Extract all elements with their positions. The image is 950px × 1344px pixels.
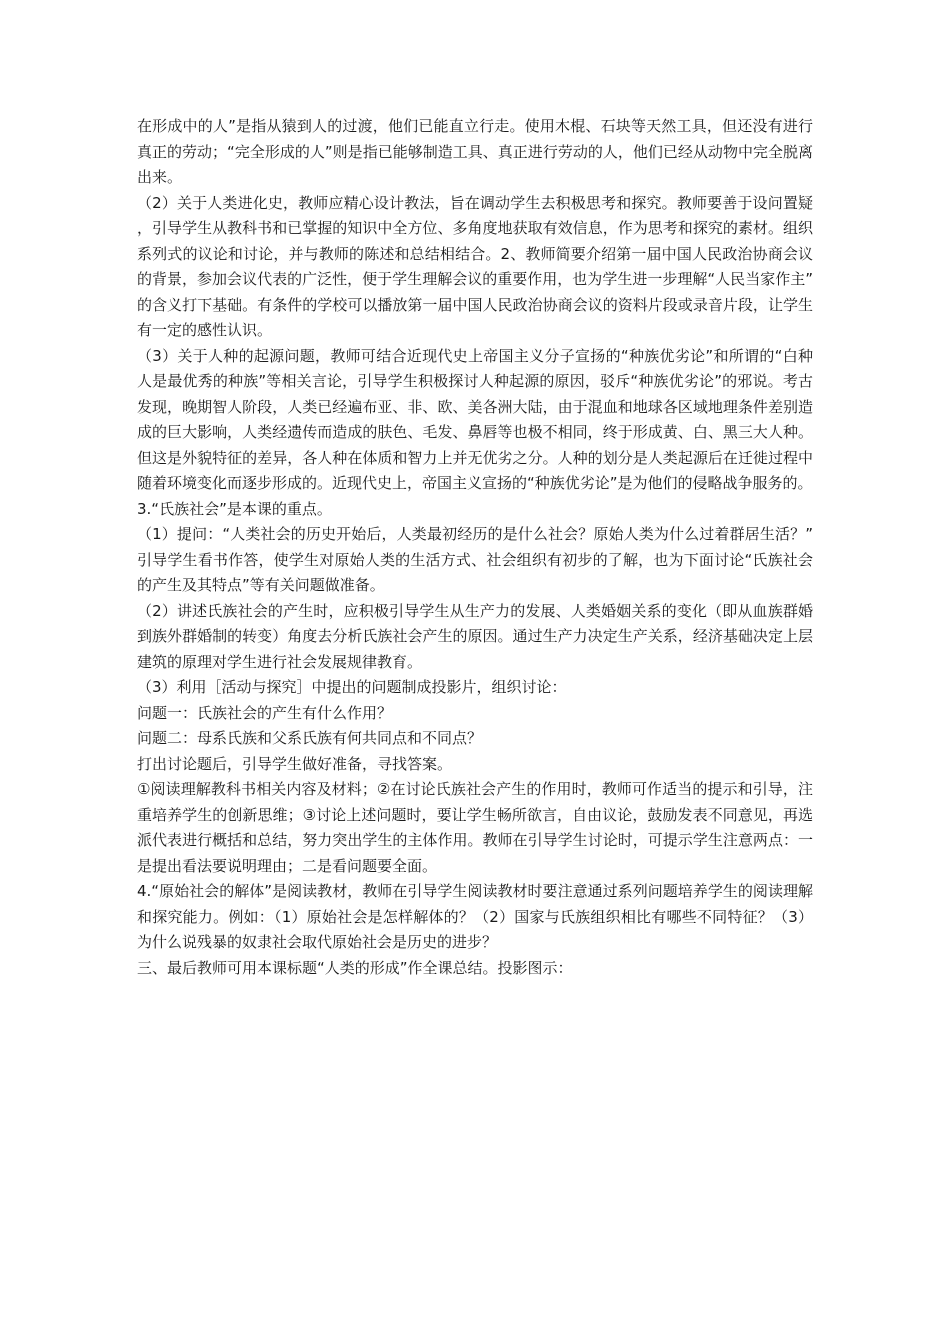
paragraph-intro-continued: 在形成中的人”是指从猿到人的过渡，他们已能直立行走。使用木棍、石块等天然工具，但还没有进行真正的劳动；“完全形成的人”则是指已能够制造工具、真正进行劳动的人，他们已经从动物中完全脱离出来。 (137, 117, 813, 186)
paragraph-summary: 三、最后教师可用本课标题“人类的形成”作全课总结。投影图示： (137, 958, 573, 977)
paragraph-activity-discussion: （3）利用［活动与探究］中提出的问题制成投影片，组织讨论： (137, 678, 567, 696)
paragraph-human-evolution: （2）关于人类进化史，教师应精心设计教法，旨在调动学生去积极思考和探究。教师要善于设问置疑，引导学生从教科书和已掌握的知识中全方位、多角度地获取有效信息，作为思考和探究的素材。组织系列式的议论和讨论，并与教师的陈述和总结相结合。2、教师简要介绍第一届中国人民政治协商会议的背景，参加会议代表的广泛性，便于学生理解会议的重要作用，也为学生进一步理解“人民当家作主”的含义打下基础。有条件的学校可以播放第一届中国人民政治协商会议的资料片段或录音片段，让学生有一定的感性认识。 (137, 193, 813, 339)
paragraph-clan-society-origin: （2）讲述氏族社会的产生时，应积极引导学生从生产力的发展、人类婚姻关系的变化（即从血族群婚到族外群婚制的转变）角度去分析氏族社会产生的原因。通过生产力决定生产关系，经济基础决定上层建筑的原理对学生进行社会发展规律教育。 (137, 601, 813, 671)
paragraph-question-primitive-society: （1）提问：“人类社会的历史开始后，人类最初经历的是什么社会？原始人类为什么过着群居生活？”引导学生看书作答，使学生对原始人类的生活方式、社会组织有初步的了解，也为下面讨论“氏族社会的产生及其特点”等有关问题做准备。 (137, 525, 813, 594)
paragraph-prepare-answers: 打出讨论题后，引导学生做好准备，寻找答案。 (137, 754, 453, 773)
paragraph-discussion-steps: ①阅读理解教科书相关内容及材料；②在讨论氏族社会产生的作用时，教师可作适当的提示和引导，注重培养学生的创新思维；③讨论上述问题时，要让学生畅所欲言，自由议论，鼓励发表不同意见，再选派代表进行概括和总结，努力突出学生的主体作用。教师在引导学生讨论时，可提示学生注意两点：一是提出看法要说明理由；二是看问题要全面。 (137, 780, 813, 875)
heading-primitive-society-dissolution: 4.“原始社会的解体”是阅读教材，教师在引导学生阅读教材时要注意通过系列问题培养学生的阅读理解和探究能力。例如：（1）原始社会是怎样解体的？（2）国家与氏族组织相比有哪些不同特征？（3）为什么说残暴的奴隶社会取代原始社会是历史的进步？ (137, 882, 813, 951)
paragraph-race-origin: （3）关于人种的起源问题，教师可结合近现代史上帝国主义分子宣扬的“种族优劣论”和所谓的“白种人是最优秀的种族”等相关言论，引导学生积极探讨人种起源的原因，驳斥“种族优劣论”的邪说。考古发现，晚期智人阶段，人类已经遍布亚、非、欧、美各洲大陆，由于混血和地球各区域地理条件差别造成的巨大影响，人类经遗传而造成的肤色、毛发、鼻唇等也极不相同，终于形成黄、白、黑三大人种。但这是外貌特征的差异，各人种在体质和智力上并无优劣之分。人种的划分是人类起源后在迁徙过程中随着环境变化而逐步形成的。近现代史上，帝国主义宣扬的“种族优劣论”是为他们的侵略战争服务的。 (137, 346, 813, 492)
heading-clan-society: 3.“氏族社会”是本课的重点。 (137, 499, 332, 518)
document-body (137, 114, 813, 981)
question-two: 问题二：母系氏族和父系氏族有何共同点和不同点？ (137, 729, 483, 747)
question-one: 问题一：氏族社会的产生有什么作用？ (137, 703, 393, 722)
